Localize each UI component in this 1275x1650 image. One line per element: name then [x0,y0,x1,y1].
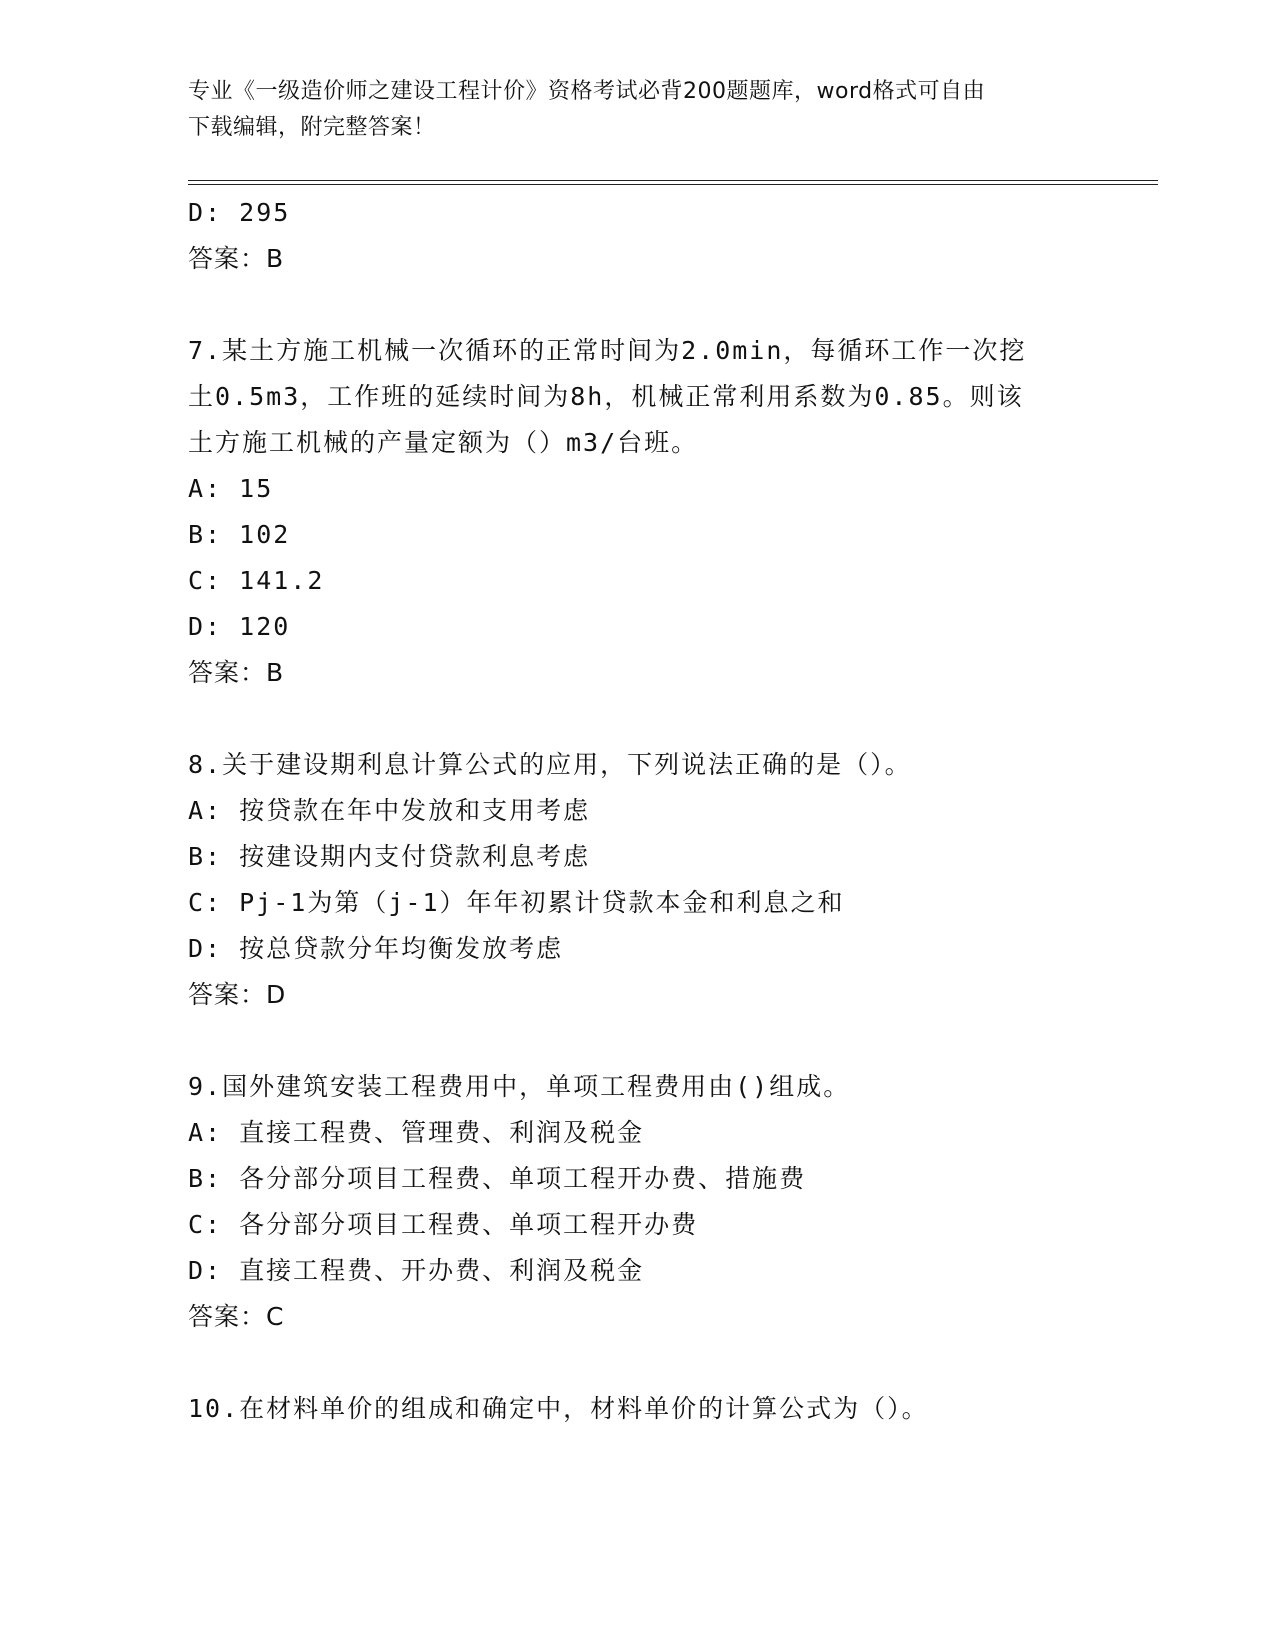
question-list [188,190,1148,1432]
option-c: C: Pj-1为第（j-1）年年初累计贷款本金和利息之和 [188,888,845,917]
header-line-2: 下载编辑，附完整答案！ [188,115,436,140]
option-d: D: 按总贷款分年均衡发放考虑 [188,934,564,963]
spacer [188,282,1148,328]
option-c: C: 141.2 [188,566,325,595]
question-stem-line-2: 土0.5m3，工作班的延续时间为8h，机械正常利用系数为0.85。则该 [188,382,1024,411]
header-line-1: 专业《一级造价师之建设工程计价》资格考试必背200题题库，word格式可自由 [188,79,986,104]
option-b: B: 按建设期内支付贷款利息考虑 [188,842,591,871]
question-10 [188,1386,1148,1432]
header-divider-top [188,180,1158,181]
answer: 答案：C [188,1302,285,1331]
header-divider-bottom [188,184,1158,185]
spacer [188,1340,1148,1386]
question-stem: 9.国外建筑安装工程费用中，单项工程费用由()组成。 [188,1072,851,1101]
option-c: C: 各分部分项目工程费、单项工程开办费 [188,1210,699,1239]
answer: 答案：B [188,658,285,687]
question-6-tail [188,190,1148,282]
option-d: D: 295 [188,198,291,227]
question-stem-line-3: 土方施工机械的产量定额为（）m3/台班。 [188,428,699,457]
spacer [188,1018,1148,1064]
answer: 答案：B [188,244,285,273]
option-b: B: 102 [188,520,291,549]
answer: 答案：D [188,980,287,1009]
option-b: B: 各分部分项目工程费、单项工程开办费、措施费 [188,1164,807,1193]
option-a: A: 15 [188,474,274,503]
question-9 [188,1064,1148,1340]
question-stem: 10.在材料单价的组成和确定中，材料单价的计算公式为（）。 [188,1394,929,1423]
question-stem: 8.关于建设期利息计算公式的应用，下列说法正确的是（）。 [188,750,912,779]
question-stem-line-1: 7.某土方施工机械一次循环的正常时间为2.0min，每循环工作一次挖 [188,336,1027,365]
document-header [188,74,1088,146]
option-a: A: 按贷款在年中发放和支用考虑 [188,796,591,825]
question-7 [188,328,1148,696]
option-d: D: 120 [188,612,291,641]
option-a: A: 直接工程费、管理费、利润及税金 [188,1118,645,1147]
question-8 [188,742,1148,1018]
option-d: D: 直接工程费、开办费、利润及税金 [188,1256,645,1285]
spacer [188,696,1148,742]
